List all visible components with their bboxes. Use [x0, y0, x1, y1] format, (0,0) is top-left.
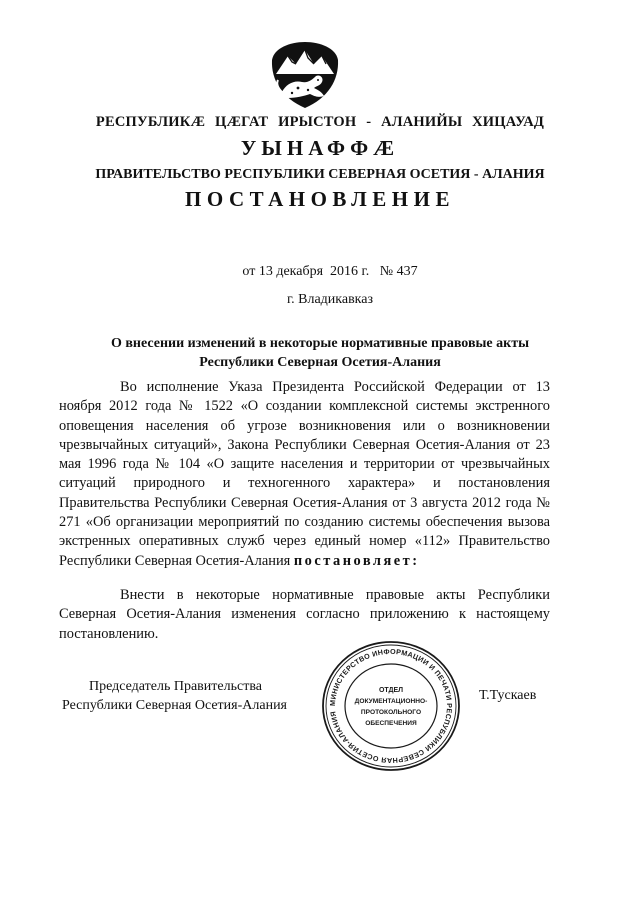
body-paragraph-1 [59, 378, 550, 571]
coat-of-arms-icon [268, 40, 342, 110]
stamp-center-line-4: ОБЕСПЕЧЕНИЯ [365, 720, 417, 727]
document-subject [40, 334, 600, 372]
svg-text:МИНИСТЕРСТВО ИНФОРМАЦИИ И ПЕЧА [328, 647, 454, 765]
body-paragraph-2: Внести в некоторые нормативные правовые акты Республики Северная Осетия-Алания изменения согласно приложению к настоящему постановлению. [59, 587, 550, 642]
stamp-center-line-1: ОТДЕЛ [378, 687, 404, 694]
ossetian-government-name: РЕСПУБЛИКÆ ЦÆГАТ ИРЫСТОН - АЛАНИЙЫ ХИЦАУАД [95, 114, 545, 130]
subject-line-2: Республики Северная Осетия-Алания [199, 355, 441, 370]
official-stamp [320, 638, 462, 774]
signatory-position [62, 677, 287, 715]
document-number: № 437 [379, 264, 418, 279]
stamp-center-line-2: ДОКУМЕНТАЦИОННО- [354, 698, 428, 705]
position-line-2: Республики Северная Осетия-Алания [62, 698, 287, 713]
document-city: г. Владикавказ [286, 292, 374, 307]
position-line-1: Председатель Правительства [89, 679, 262, 694]
resolves-word: постановляет: [293, 552, 420, 569]
subject-line-1: О внесении изменений в некоторые нормативные правовые акты [110, 336, 530, 351]
document-date: 13 декабря 2016 г. [258, 264, 370, 279]
paragraph-1-text: Во исполнение Указа Президента Российской Федерации от 13 ноября 2012 года № 1522 «О создании комплексной системы экстренного оповещения населения об угрозе возникновения или о возникновении чрезвычайных ситуаций», Закона Республики Северная Осетия-Алания от 23 мая 1996 года № 104 «О защите населения и территории от чрезвычайных ситуаций природного и техногенного характера» и постановления Правительства Республики Северная Осетия-Алания от 3 августа 2012 года № 271 «Об организации мероприятий по созданию системы обеспечения вызова экстренных оперативных служб через единый номер «112» Правительство Республики Северная Осетия-Алания [59, 379, 550, 569]
signatory-name: Т.Тускаев [479, 688, 537, 703]
document-date-line [10, 264, 640, 280]
stamp-center-line-3: ПРОТОКОЛЬНОГО [360, 709, 422, 716]
document-type-title: ПОСТАНОВЛЕНИЕ [185, 187, 455, 211]
stamp-ring-text: МИНИСТЕРСТВО ИНФОРМАЦИИ И ПЕЧАТИ РЕСПУБЛИКИ СЕВЕРНАЯ ОСЕТИЯ-АЛАНИЯ [327, 646, 455, 766]
date-prefix: от [242, 264, 256, 279]
ossetian-document-type: УЫНАФФÆ [240, 136, 400, 160]
government-name: ПРАВИТЕЛЬСТВО РЕСПУБЛИКИ СЕВЕРНАЯ ОСЕТИЯ - АЛАНИЯ [95, 167, 545, 182]
